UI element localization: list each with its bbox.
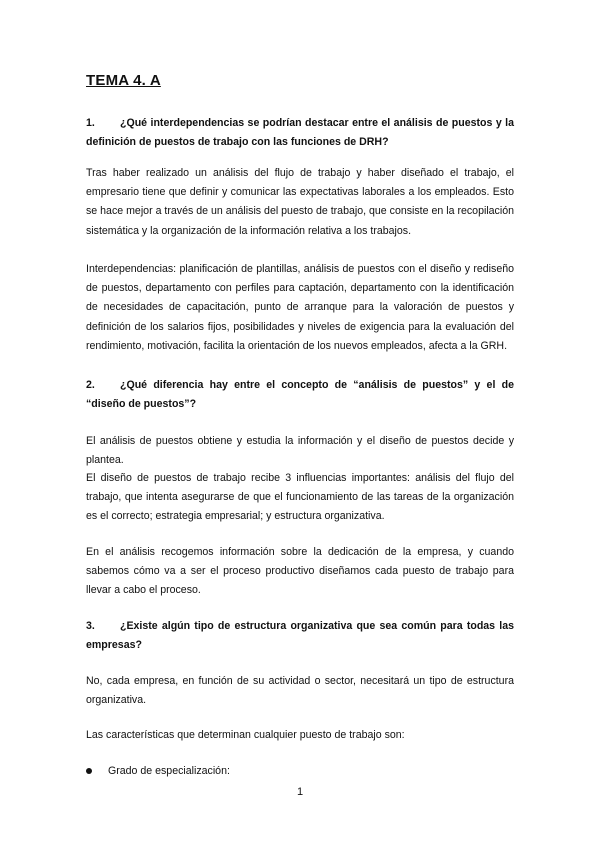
paragraph: El diseño de puestos de trabajo recibe 3 influencias importantes: análisis del flujo del trabajo, que intenta asegurarse de que el funcionamiento de las tareas de la organización es el correcto; estrategia empresarial; y estructura organizativa.	[86, 472, 514, 523]
question-number: 2.	[86, 379, 95, 391]
question-number: 1.	[86, 117, 95, 129]
question-text: ¿Qué interdependencias se podrían destacar entre el análisis de puestos y la definición de puestos de trabajo con las funciones de DRH?	[86, 117, 514, 149]
question-2	[86, 376, 514, 414]
paragraph: Tras haber realizado un análisis del flujo de trabajo y haber diseñado el trabajo, el empresario tiene que definir y comunicar las expectativas laborales a los empleados. Esto se hace mejor a través de un análisis del puesto de trabajo, que consiste en la recopilación sistemática y la organización de la información relativa a los trabajos.	[86, 167, 514, 237]
question-number: 3.	[86, 620, 95, 632]
bullet-text: Grado de especialización:	[108, 765, 230, 777]
paragraph: Las características que determinan cualquier puesto de trabajo son:	[86, 729, 405, 741]
paragraph: El análisis de puestos obtiene y estudia la información y el diseño de puestos decide y plantea.	[86, 435, 514, 467]
question-1	[86, 114, 514, 152]
question-text: ¿Existe algún tipo de estructura organizativa que sea común para todas las empresas?	[86, 620, 514, 652]
page-number: 1	[296, 786, 304, 798]
paragraph: En el análisis recogemos información sobre la dedicación de la empresa, y cuando sabemos cómo va a ser el proceso productivo diseñamos cada puesto de trabajo para llevar a cabo el proceso.	[86, 546, 514, 597]
question-3	[86, 617, 514, 655]
bullet-item	[86, 762, 230, 781]
bullet-icon	[86, 768, 92, 774]
question-text: ¿Qué diferencia hay entre el concepto de “análisis de puestos” y el de “diseño de puestos”?	[86, 379, 514, 411]
paragraph: Interdependencias: planificación de plantillas, análisis de puestos con el diseño y rediseño de puestos, departamento con perfiles para captación, departamento con la identificación de necesidades de capacitación, punto de arranque para la valoración de puestos y definición de los salarios fijos, posibilidades y niveles de exigencia para la evaluación del rendimiento, motivación, facilita la orientación de los nuevos empleados, afecta a la GRH.	[86, 263, 514, 352]
paragraph: No, cada empresa, en función de su actividad o sector, necesitará un tipo de estructura organizativa.	[86, 675, 514, 707]
document-title: TEMA 4. A	[86, 72, 161, 89]
